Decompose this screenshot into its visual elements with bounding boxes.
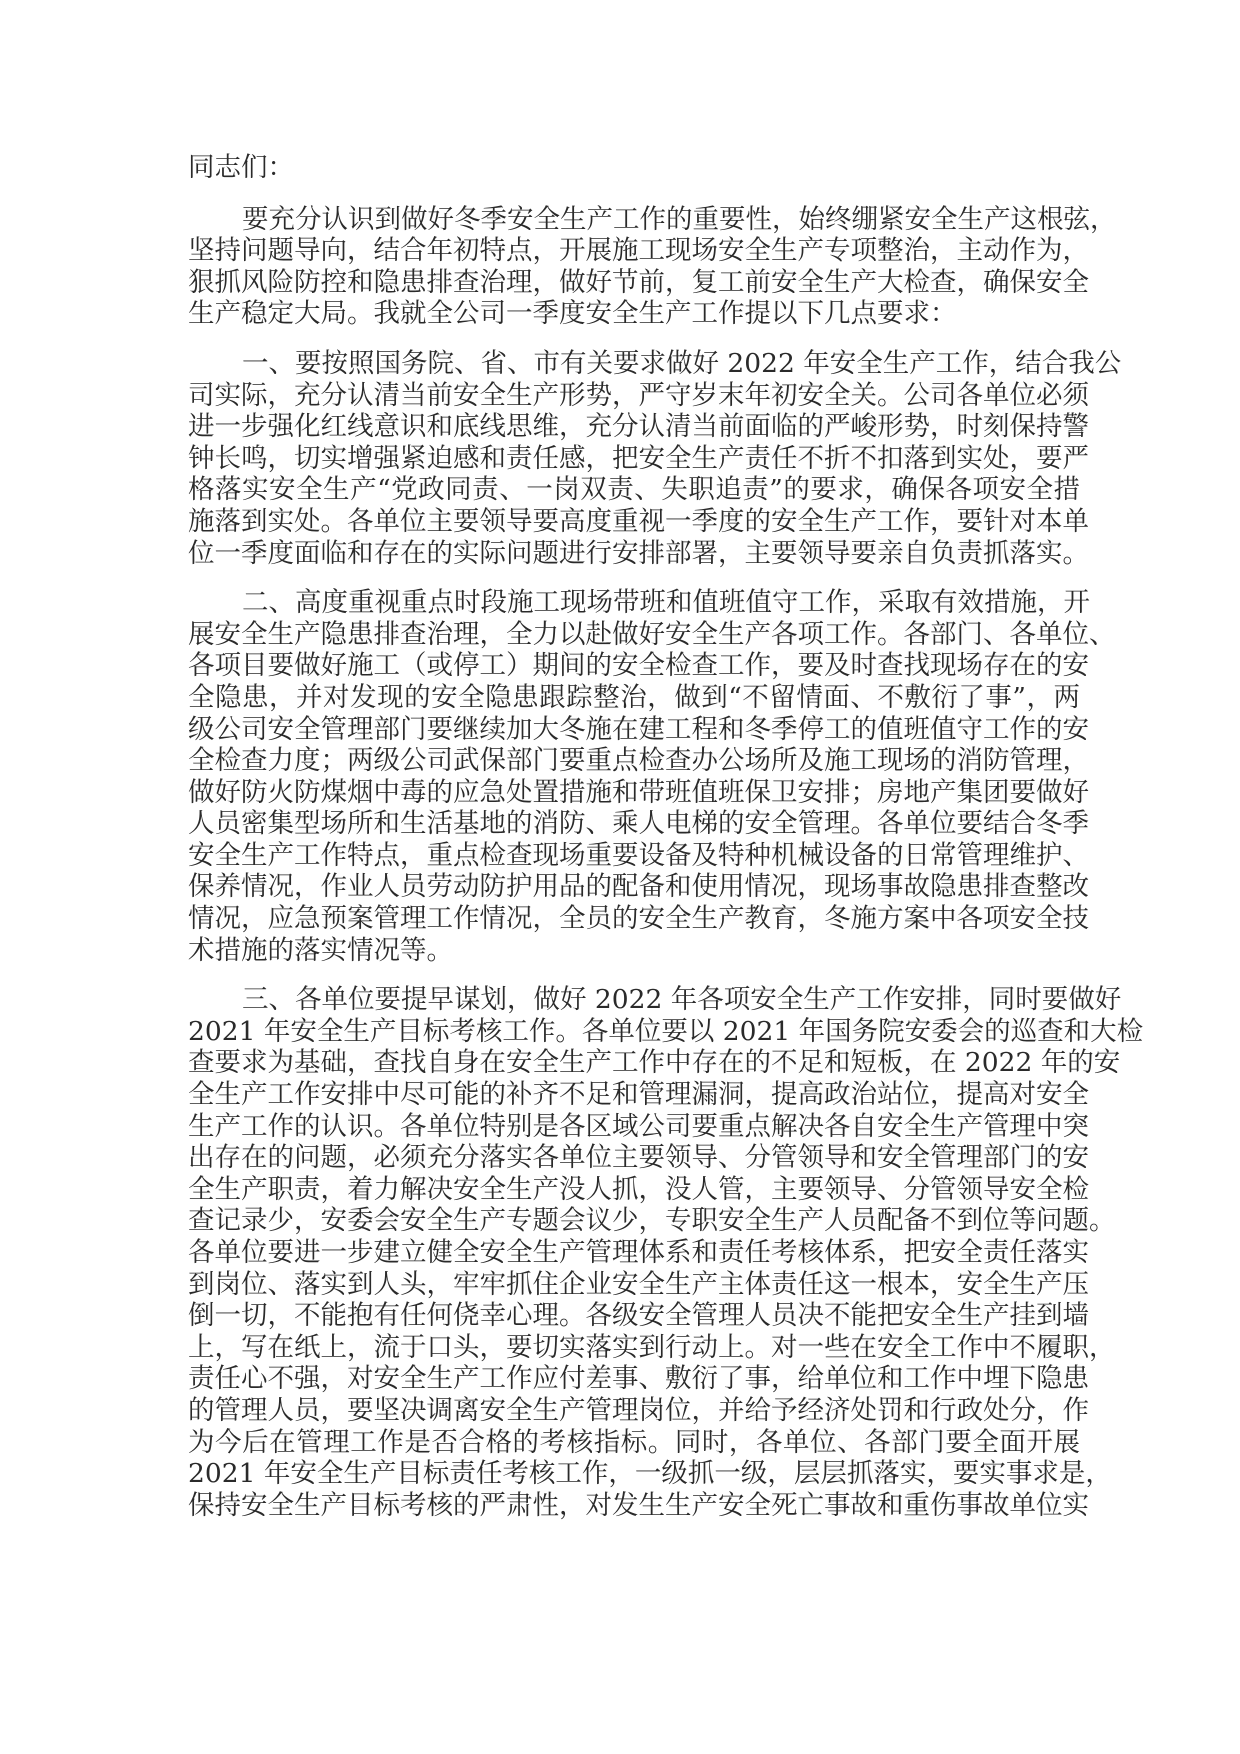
text-line: 钟长鸣，切实增强紧迫感和责任感，把安全生产责任不折不扣落到实处，要严 <box>188 442 1089 474</box>
text-line: 全检查力度；两级公司武保部门要重点检查办公场所及施工现场的消防管理， <box>188 745 1089 777</box>
text-line: 查要求为基础，查找自身在安全生产工作中存在的不足和短板，在 2022 年的安 <box>188 1047 1121 1079</box>
text-line: 查记录少，安委会安全生产专题会议少，专职安全生产人员配备不到位等问题。 <box>188 1205 1116 1237</box>
text-line: 坚持问题导向，结合年初特点，开展施工现场安全生产专项整治，主动作为， <box>188 235 1089 267</box>
document-page <box>188 152 1144 1539</box>
salutation-text: 同志们： <box>188 152 294 183</box>
text-line: 上，写在纸上，流于口头，要切实落实到行动上。对一些在安全工作中不履职， <box>188 1331 1116 1363</box>
text-line: 狠抓风险防控和隐患排查治理，做好节前，复工前安全生产大检查，确保安全 <box>188 266 1089 298</box>
text-line: 保持安全生产目标考核的严肃性，对发生生产安全死亡事故和重伤事故单位实 <box>188 1489 1089 1521</box>
text-line: 展安全生产隐患排查治理，全力以赴做好安全生产各项工作。各部门、各单位、 <box>188 618 1116 650</box>
text-line: 三、各单位要提早谋划，做好 2022 年各项安全生产工作安排，同时要做好 <box>242 984 1122 1016</box>
text-line: 做好防火防煤烟中毒的应急处置措施和带班值班保卫安排；房地产集团要做好 <box>188 776 1089 808</box>
text-line: 2021 年安全生产目标责任考核工作，一级抓一级，层层抓落实，要实事求是， <box>188 1458 1112 1490</box>
text-line: 保养情况，作业人员劳动防护用品的配备和使用情况，现场事故隐患排查整改 <box>188 871 1089 903</box>
paragraph-1 <box>188 203 1117 330</box>
text-line: 全生产工作安排中尽可能的补齐不足和管理漏洞，提高政治站位，提高对安全 <box>188 1079 1089 1111</box>
text-line: 施落到实处。各单位主要领导要高度重视一季度的安全生产工作，要针对本单 <box>188 505 1089 537</box>
text-line: 全生产职责，着力解决安全生产没人抓，没人管，主要领导、分管领导安全检 <box>188 1173 1089 1205</box>
document-body <box>188 203 1144 1522</box>
text-line: 为今后在管理工作是否合格的考核指标。同时，各单位、各部门要全面开展 <box>188 1426 1080 1458</box>
text-line: 进一步强化红线意识和底线思维，充分认清当前面临的严峻形势，时刻保持警 <box>188 411 1089 443</box>
text-line: 各项目要做好施工（或停工）期间的安全检查工作，要及时查找现场存在的安 <box>188 650 1089 682</box>
text-line: 级公司安全管理部门要继续加大冬施在建工程和冬季停工的值班值守工作的安 <box>188 713 1089 745</box>
text-line: 安全生产工作特点，重点检查现场重要设备及特种机械设备的日常管理维护、 <box>188 839 1089 871</box>
paragraph-3 <box>188 587 1116 966</box>
text-line: 全隐患，并对发现的安全隐患跟踪整治，做到“不留情面、不敷衍了事”，两 <box>188 681 1080 713</box>
text-line: 情况，应急预案管理工作情况，全员的安全生产教育，冬施方案中各项安全技 <box>188 903 1089 935</box>
text-line: 出存在的问题，必须充分落实各单位主要领导、分管领导和安全管理部门的安 <box>188 1142 1089 1174</box>
text-line: 要充分认识到做好冬季安全生产工作的重要性，始终绷紧安全生产这根弦， <box>242 203 1117 235</box>
text-line: 人员密集型场所和生活基地的消防、乘人电梯的安全管理。各单位要结合冬季 <box>188 808 1089 840</box>
text-line: 各单位要进一步建立健全安全生产管理体系和责任考核体系，把安全责任落实 <box>188 1237 1089 1268</box>
text-line: 位一季度面临和存在的实际问题进行安排部署，主要领导要亲自负责抓落实。 <box>188 537 1089 569</box>
text-line: 的管理人员，要坚决调离安全生产管理岗位，并给予经济处罚和行政处分，作 <box>188 1394 1089 1426</box>
text-line: 2021 年安全生产目标考核工作。各单位要以 2021 年国务院安委会的巡查和大检 <box>188 1015 1144 1047</box>
text-line: 格落实安全生产“党政同责、一岗双责、失职追责”的要求，确保各项安全措 <box>188 474 1080 506</box>
text-line: 责任心不强，对安全生产工作应付差事、敷衍了事，给单位和工作中埋下隐患 <box>188 1363 1089 1395</box>
salutation <box>188 152 1080 184</box>
text-line: 一、要按照国务院、省、市有关要求做好 2022 年安全生产工作，结合我公 <box>242 347 1122 379</box>
paragraph-4 <box>188 984 1144 1521</box>
text-line: 倒一切，不能抱有任何侥幸心理。各级安全管理人员决不能把安全生产挂到墙 <box>188 1300 1089 1332</box>
text-line: 生产稳定大局。我就全公司一季度安全生产工作提以下几点要求： <box>188 298 957 330</box>
text-line: 生产工作的认识。各单位特别是各区域公司要重点解决各自安全生产管理中突 <box>188 1110 1089 1142</box>
text-line: 司实际，充分认清当前安全生产形势，严守岁末年初安全关。公司各单位必须 <box>188 379 1089 411</box>
text-line: 二、高度重视重点时段施工现场带班和值班值守工作，采取有效措施，开 <box>242 587 1090 619</box>
text-line: 到岗位、落实到人头，牢牢抓住企业安全生产主体责任这一根本，安全生产压 <box>188 1268 1089 1300</box>
text-line: 术措施的落实情况等。 <box>188 934 453 966</box>
paragraph-2 <box>188 347 1122 569</box>
